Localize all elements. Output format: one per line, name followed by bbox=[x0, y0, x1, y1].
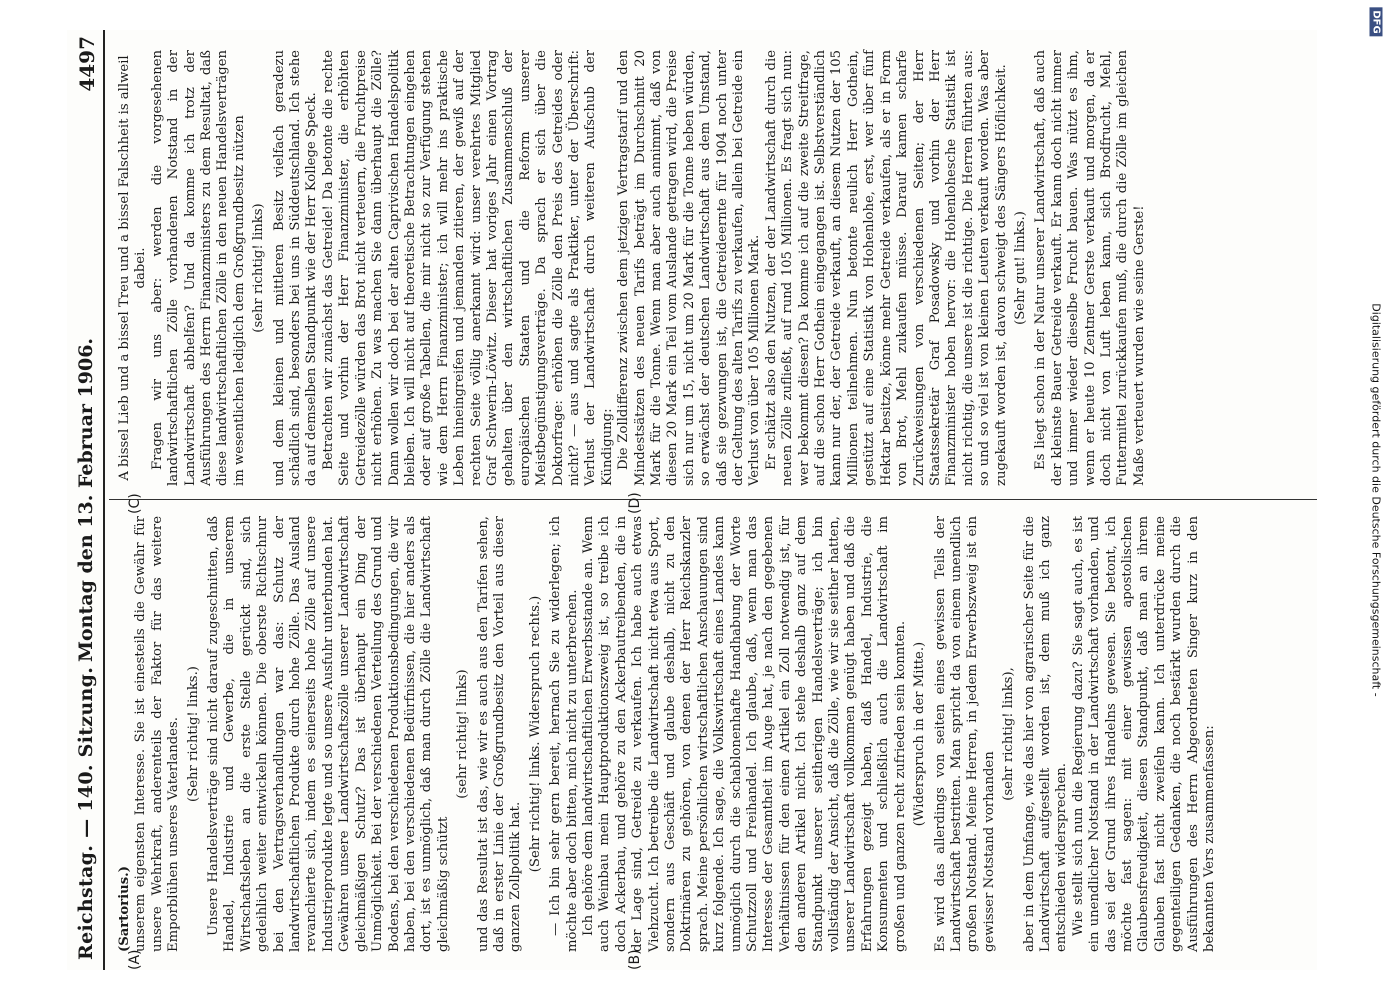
paragraph: Er schätzt also den Nutzen, der der Landwirtschaft durch die neuen Zölle zufließt, auf rund 105 Millionen. Es fragt sich nun: wer bekommt diesen? Da komme ich auf die zweite Streitfrage, auf die schon Herr Gothein eingegangen ist. Selbstverständlich kann nur der, der Getreide verkauft, an diesem Nutzen der 105 Millionen teilnehmen. Nun betonte neulich Herr Gothein, gestützt auf eine Statistik von Hohenlohe, erst, wer über fünf Hektar besitze, könne mehr Getreide verkaufen, als er in Form von Brot, Mehl zukaufen müsse. Darauf kamen scharfe Zurückweisungen von verschiedenen Seiten; der Herr Staatssekretär Graf Posadowsky und vorhin der Herr Finanzminister hoben hervor: die Hohenlohesche Statistik ist nicht richtig, die unsere ist die richtige. Die Herren führten aus: so und so viel ist von kleinen Leuten verkauft worden. Was aber zugekauft worden ist, davon schweigt des Sängers Höflichkeit. bbox=[763, 50, 1009, 486]
paragraph: und dem kleinen und mittleren Besitz vielfach geradezu schädlich sind, besonders bei uns in Süddeutschland. Ich stehe da auf demselben Standpunkt wie der Herr Kollege Speck. bbox=[271, 50, 319, 486]
interjection: (sehr richtig! links) bbox=[250, 203, 266, 333]
paragraph: Fragen wir uns aber: werden die vorgesehenen landwirtschaftlichen Zölle vorhandenen Notstand in der Landwirtschaft abhelfen? Und da komme ich trotz der Ausführungen des Herrn Finanzministers zu dem Resultat, daß diese landwirtschaftlichen Zölle in den neuen Handelsverträgen im wesentlichen lediglich dem Großgrundbesitz nützen bbox=[149, 50, 247, 486]
margin-mark-a: (A) bbox=[126, 949, 143, 970]
margin-mark-c: (C) bbox=[126, 493, 143, 514]
document-page bbox=[67, 30, 1317, 970]
paragraph: und das Resultat ist das, wie wir es auch aus den Tarifen sehen, daß in erster Linie der Großgrundbesitz den Vorteil aus dieser ganzen Zollpolitik hat. bbox=[475, 516, 523, 952]
interjection: (Widerspruch in der Mitte.) bbox=[911, 641, 927, 827]
interjection: (sehr richtig! links) bbox=[454, 669, 470, 799]
interjection: (Sehr richtig! links.) bbox=[185, 666, 201, 802]
column-divider bbox=[109, 499, 1317, 500]
header-date: Montag den 13. Februar 1906. bbox=[74, 337, 97, 663]
header-session: Reichstag. — 140. Sitzung. bbox=[74, 666, 97, 960]
interjection: (Sehr richtig! links. Widerspruch rechts.) bbox=[527, 595, 543, 873]
paragraph: — Ich bin sehr gern bereit, hernach Sie zu widerlegen; ich möchte aber doch bitten, mich nicht zu unterbrechen. bbox=[547, 516, 580, 952]
paragraph: aber in dem Umfange, wie das hier von agrarischer Seite für die Landwirtschaft aufgestellt worden ist, dem muß ich ganz entschieden widersprechen. bbox=[1021, 516, 1069, 952]
paragraph: Unsere Handelsverträge sind nicht darauf zugeschnitten, daß Handel, Industrie und Gewerbe, die in unserem Wirtschaftsleben an die erste Stelle gerückt sind, sich gedeihlich weiter entwickeln können. Die oberste Richtschnur bei den Vertragsverhandlungen war das: Schutz der landwirtschaftlichen Produkte durch hohe Zölle. Das Ausland revanchierte sich, indem es seinerseits hohe Zölle auf unsere Industrieprodukte legte und so unsere Ausfuhr unterbunden hat. Gewähren unsere Landwirtschaftszölle unserer Landwirtschaft gleichmäßigen Schutz? Das ist überhaupt ein Ding der Unmöglichkeit. Bei der verschiedenen Verteilung des Grund und Bodens, bei den verschiedenen Produktionsbedingungen, die wir haben, bei den verschiedenen Bedürfnissen, die hier anders als dort, ist es unmöglich, daß man durch Zölle die Landwirtschaft gleichmäßig schützt bbox=[205, 516, 451, 952]
left-column bbox=[117, 516, 1218, 952]
header-rule bbox=[103, 30, 105, 970]
paragraph: Es liegt schon in der Natur unserer Landwirtschaft, daß auch der kleinste Bauer Getreide verkauft. Er kann doch nicht immer und immer wieder dieselbe Frucht bauen. Was nützt es ihm, wenn er heute 10 Zentner Gerste verkauft und morgen, da er doch nicht von Luft leben kann, sich Brodfrucht, Mehl, Futtermittel zurückkaufen muß, die durch die Zölle im gleichen Maße verteuert wurden wie seine Gerste! bbox=[1032, 50, 1147, 486]
interjection: (Sehr gut! links.) bbox=[1012, 211, 1028, 325]
paragraph: Ich gehöre dem landwirtschaftlichen Erwerbsstande an. Wenn auch Weinbau mein Hauptproduktionszweig ist, so treibe ich doch Ackerbau, und gehöre zu den Ackerbautreibenden, die in der Lage sind, Getreide zu verkaufen. Ich habe auch etwas Viehzucht. Ich betreibe die Landwirtschaft nicht etwa aus Sport, sondern aus Geschäft und glaube deshalb, nicht zu den Doktrinären zu gehören, von denen der Herr Reichskanzler sprach. Meine persönlichen wirtschaftlichen Anschauungen sind kurz folgende. Ich sage, die Volkswirtschaft eines Landes kann unmöglich durch die schablonenhafte Handhabung der Worte Schutzzoll und Freihandel. Ich glaube, daß, wenn man das Interesse der Gesamtheit im Auge hat, je nach den gegebenen Verhältnissen für den einen Artikel ein Zoll notwendig ist, für den anderen Artikel nicht. Ich stehe deshalb ganz auf dem Standpunkt unserer seitherigen Handelsverträge; ich bin vollständig der Ansicht, daß die Zölle, wie wir sie seither hatten, unserer Landwirtschaft vollkommen genügt haben und daß die Erfahrungen gezeigt haben, daß Handel, Industrie, die Konsumenten und schließlich auch die Landwirtschaft im großen und ganzen recht zufrieden sein konnten. bbox=[580, 516, 908, 952]
paragraph: Betrachten wir zunächst das Getreide! Da betonte die rechte Seite und vorhin der Herr Finanzminister, die erhöhten Getreidezölle würden das Brot nicht verteuern, die Fruchtpreise nicht erhöhen. Zu was machen Sie dann überhaupt die Zölle? Dann wollen wir doch bei der alten Caprivischen Handelspolitik bleiben. Ich will nicht auf theoretische Betrachtungen eingehen oder auf große Tabellen, die mir nicht so zur Verfügung stehen wie dem Herrn Finanzminister; ich will mehr ins praktische Leben hineingreifen und jemanden zitieren, der gewiß auf der rechten Seite völlig anerkannt wird: unser verehrtes Mitglied Graf Schwerin-Löwitz. Dieser hat voriges Jahr einen Vortrag gehalten über den wirtschaftlichen Zusammenschluß der europäischen Staaten und die Reform unserer Meistbegünstigungsverträge. Da sprach er sich über die Doktorfrage: erhöhen die Zölle den Preis des Getreides oder nicht? — aus und sagte als Praktiker, unter der Überschrift: Verlust der Landwirtschaft durch weiteren Aufschub der Kündigung: bbox=[320, 50, 615, 486]
paragraph: unserem eigensten Interesse. Sie ist einesteils die Gewähr für unsere Wehrkraft, anderenteils der Faktor für das weitere Emporblühen unseres Vaterlandes. bbox=[132, 516, 181, 952]
dfg-logo: DFG bbox=[1370, 7, 1383, 36]
right-column bbox=[117, 50, 1148, 486]
speaker-name: (Sartorius.) bbox=[116, 866, 132, 952]
paragraph: Wie stellt sich nun die Regierung dazu? Sie sagt auch, es ist ein unendlicher Notstand in der Landwirtschaft vorhanden, und das sei der Grund ihres Handelns gewesen. Sie betont, ich möchte fast sagen: mit einer gewissen apostolischen Glaubensfreudigkeit, diesen Standpunkt, daß man an ihrem Glauben fast nicht zweifeln kann. Ich unterdrücke meine gegenteiligen Gedanken, die noch bestärkt wurden durch die Ausführungen des Herrn Abgeordneten Singer kurz in den bekannten Vers zusammenfassen: bbox=[1070, 516, 1217, 952]
paragraph: Die Zolldifferenz zwischen dem jetzigen Vertragstarif und den Mindestsätzen des neuen Tarifs beträgt im Durchschnitt 20 Mark für die Tonne. Wenn man aber auch annimmt, daß von diesen 20 Mark ein Teil vom Auslande getragen wird, die Preise sich nur um 15, nicht um 20 Mark für die Tonne heben würden, so erwächst der deutschen Landwirtschaft aus dem Umstand, daß sie gezwungen ist, die Getreideernte für 1904 noch unter der Geltung des alten Tarifs zu verkaufen, allein bei Getreide ein Verlust von über 105 Millionen Mark. bbox=[615, 50, 762, 486]
verse-quote: A bissel Lieb und a bissel Treu und a bissel Falschheit is allweil dabei. bbox=[116, 55, 148, 481]
digitization-note: Digitalisierung gefördert durch die Deutsche Forschungsgemeinschaft - bbox=[1369, 303, 1383, 697]
header-page-number: 4497 bbox=[74, 36, 99, 92]
margin-mark-b: (B) bbox=[626, 949, 643, 970]
interjection: (sehr richtig! links), bbox=[1000, 667, 1016, 801]
paragraph: Es wird das allerdings von seiten eines gewissen Teils der Landwirtschaft bestritten. Man spricht da von einem unendlich großen Notstand. Meine Herren, in jedem Erwerbszweig ist ein gewisser Notstand vorhanden bbox=[932, 516, 997, 952]
margin-mark-d: (D) bbox=[626, 492, 643, 514]
